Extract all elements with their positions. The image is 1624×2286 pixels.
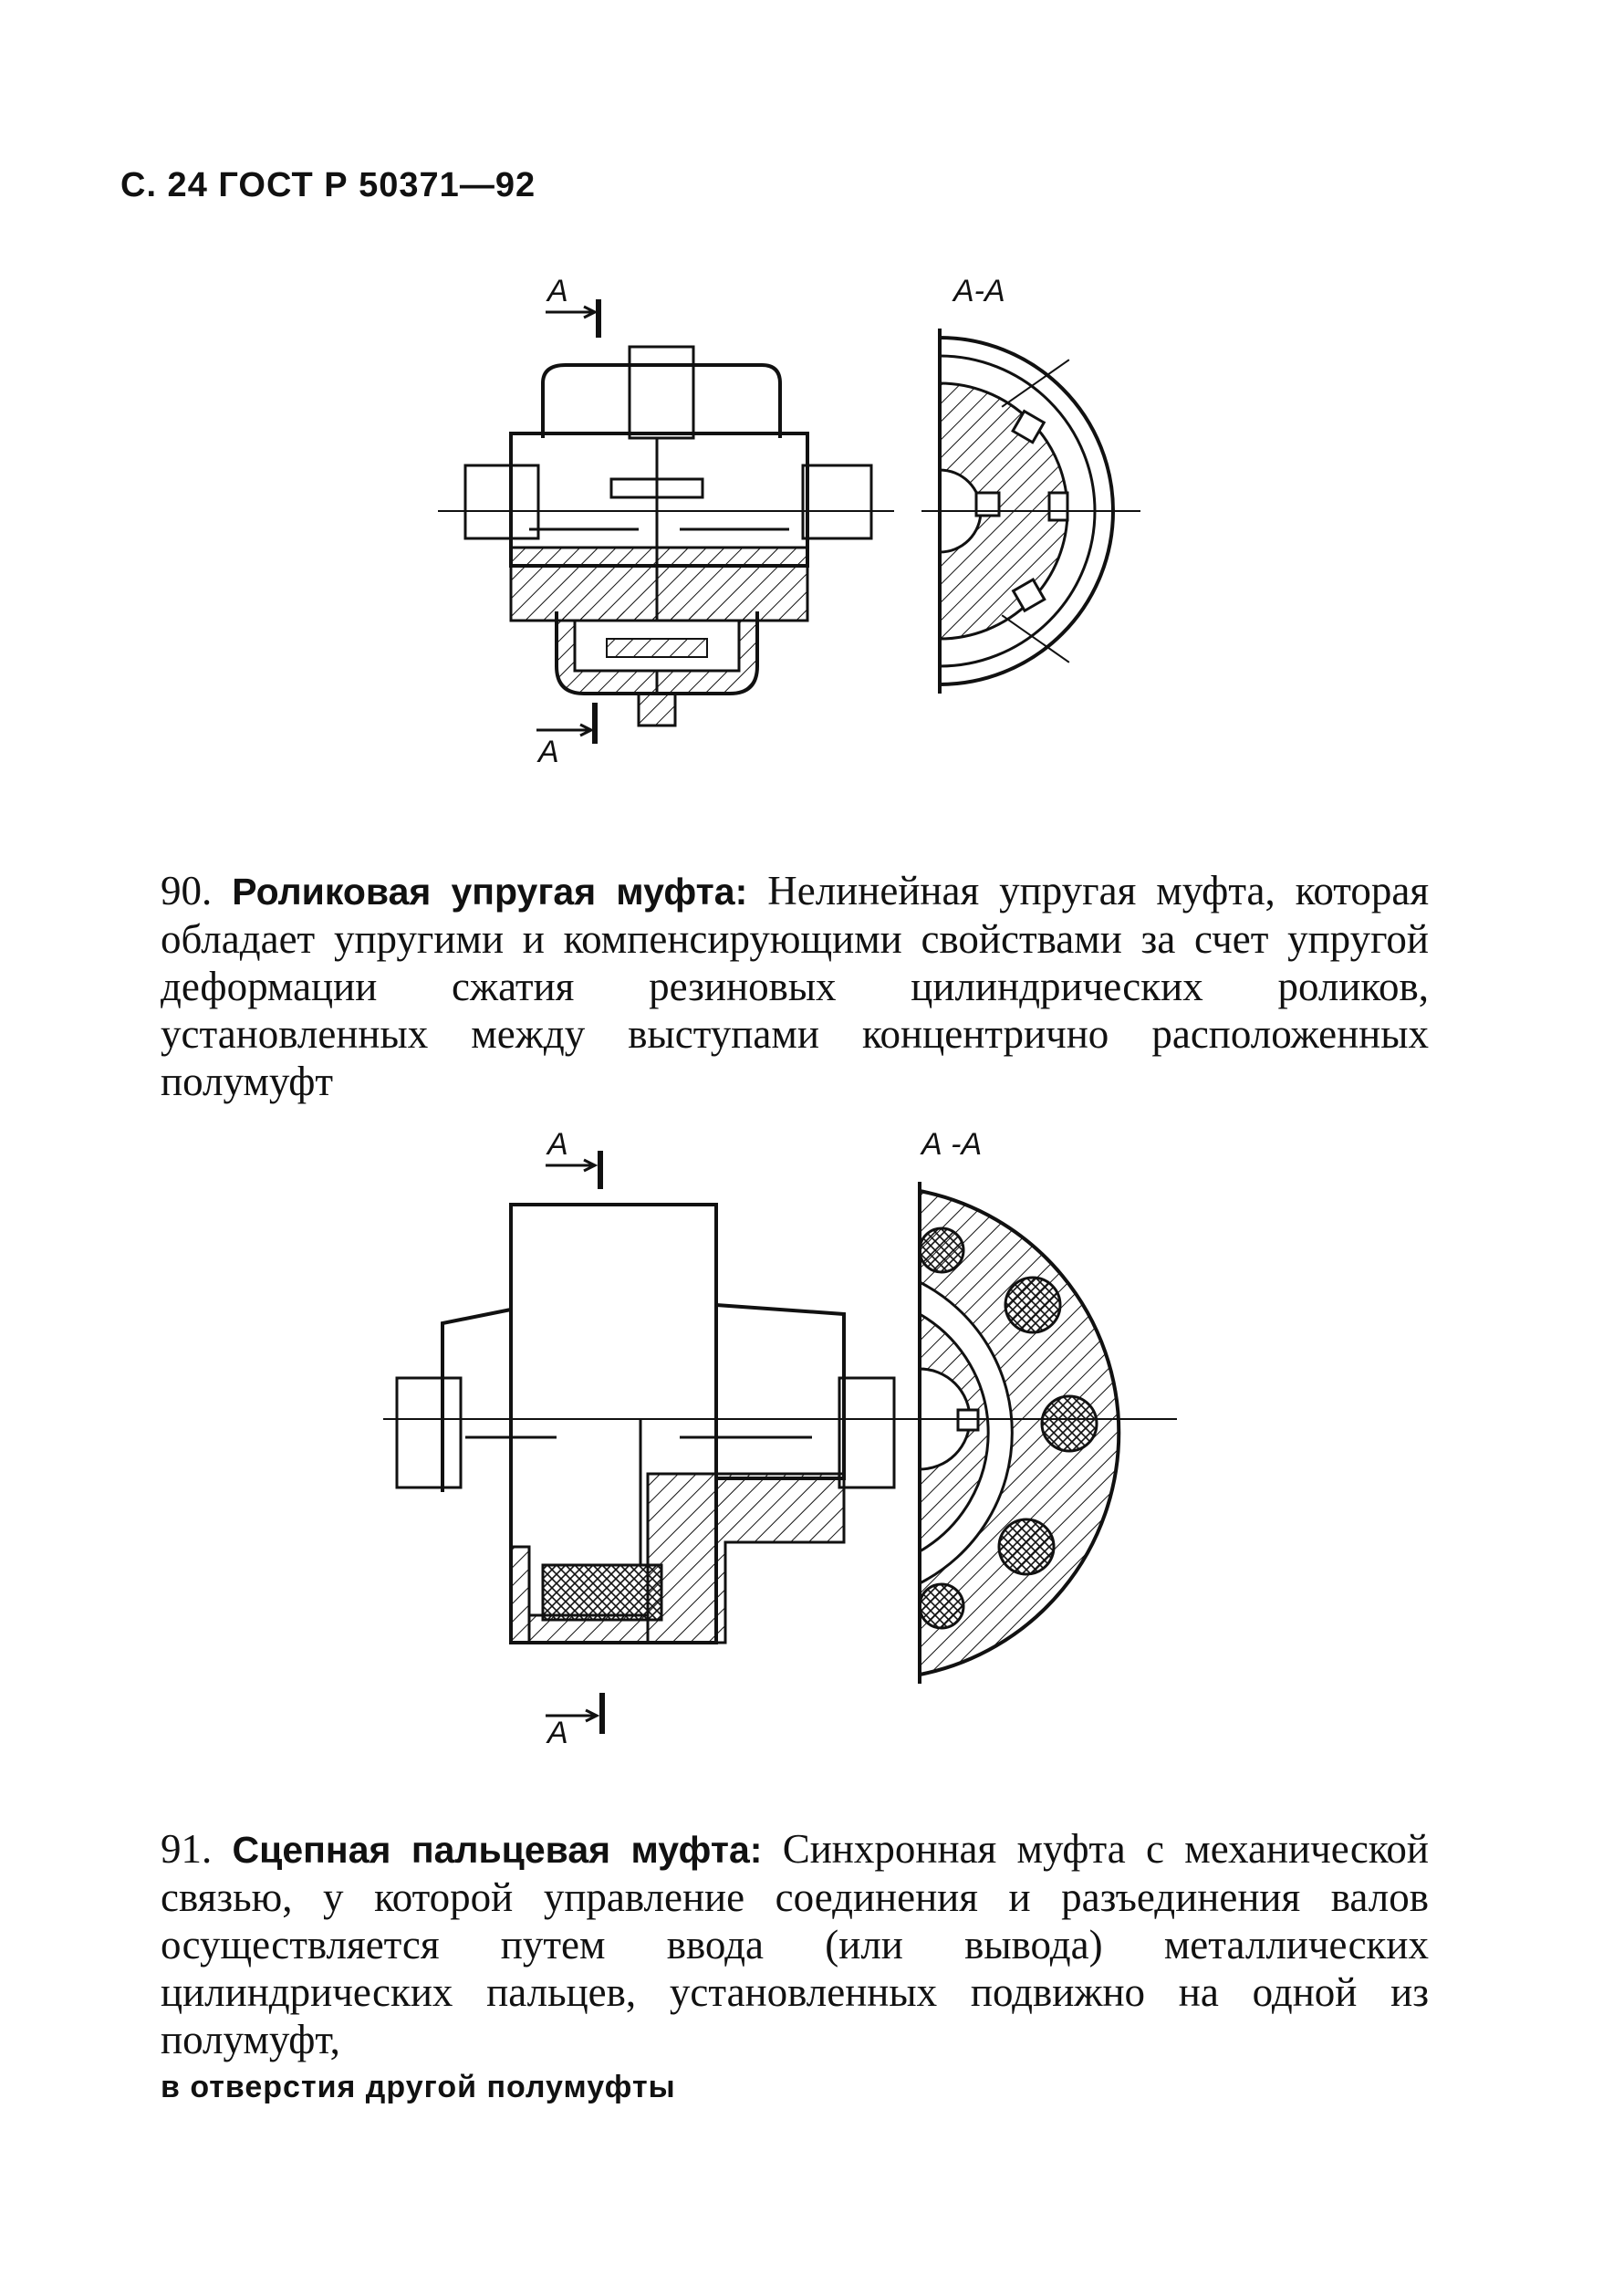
entry-90 [161,867,1429,1105]
roller-3 [1042,1396,1097,1451]
bottom-nut [639,694,675,725]
figure-roller-coupling [383,1118,1186,1757]
section-slot-right [1049,493,1067,520]
entry-90-number: 90. [161,868,213,913]
cut-label-bottom: А [538,735,559,769]
figure-coupling-89-drawing [429,265,1177,776]
figure-coupling-89 [429,265,1177,776]
figure-roller-coupling-drawing [383,1118,1186,1757]
section-label: А -А [921,1127,983,1162]
cut-label-bottom: А [547,1716,568,1750]
right-hub [716,1305,844,1478]
left-shaft [465,465,538,538]
left-flange-hatched [511,1547,529,1643]
cut-label-top: А [547,1127,568,1162]
roller-1 [920,1228,963,1272]
entry-91-definition: Синхронная муфта с механической связью, у которой управление соединения и разъединения валов осуществляется путем ввода (или вывода) металлических цилиндрических пальцев, установленных подвижно на одной из полумуфт, [161,1826,1430,2062]
hatched-flange [511,548,807,621]
entry-90-term: Роликовая упругая муфта: [232,871,748,913]
right-shaft [839,1378,894,1487]
roller-4 [999,1519,1054,1574]
coupling-body [511,433,807,566]
bottom-flange-hatched [529,1615,648,1643]
section-key [976,493,999,516]
cut-label-top: А [547,274,568,308]
roller-2 [1005,1278,1060,1332]
right-hub-hatched [648,1474,844,1643]
entry-90-definition: Нелинейная упругая муфта, которая обладает упругими и компенсирующими свойствами за счет упругой деформации сжатия резиновых цилиндрических роликов, установленных между выступами концентрично расположенных полумуфт [161,868,1430,1104]
top-cap [543,365,780,438]
entry-91 [161,1825,1429,2111]
top-pin [630,347,693,438]
rubber-roller [543,1565,661,1620]
spring-plate [607,639,707,657]
right-shaft [803,465,871,538]
left-hub [442,1310,511,1492]
page-header: С. 24 ГОСТ Р 50371—92 [120,166,536,204]
entry-91-last-line: в отверстия другой полумуфты [161,2070,676,2104]
entry-91-term: Сцепная пальцевая муфта: [232,1829,763,1871]
section-label: А-А [953,274,1005,308]
roller-5 [920,1584,963,1628]
entry-91-number: 91. [161,1826,213,1872]
left-shaft [397,1378,461,1487]
